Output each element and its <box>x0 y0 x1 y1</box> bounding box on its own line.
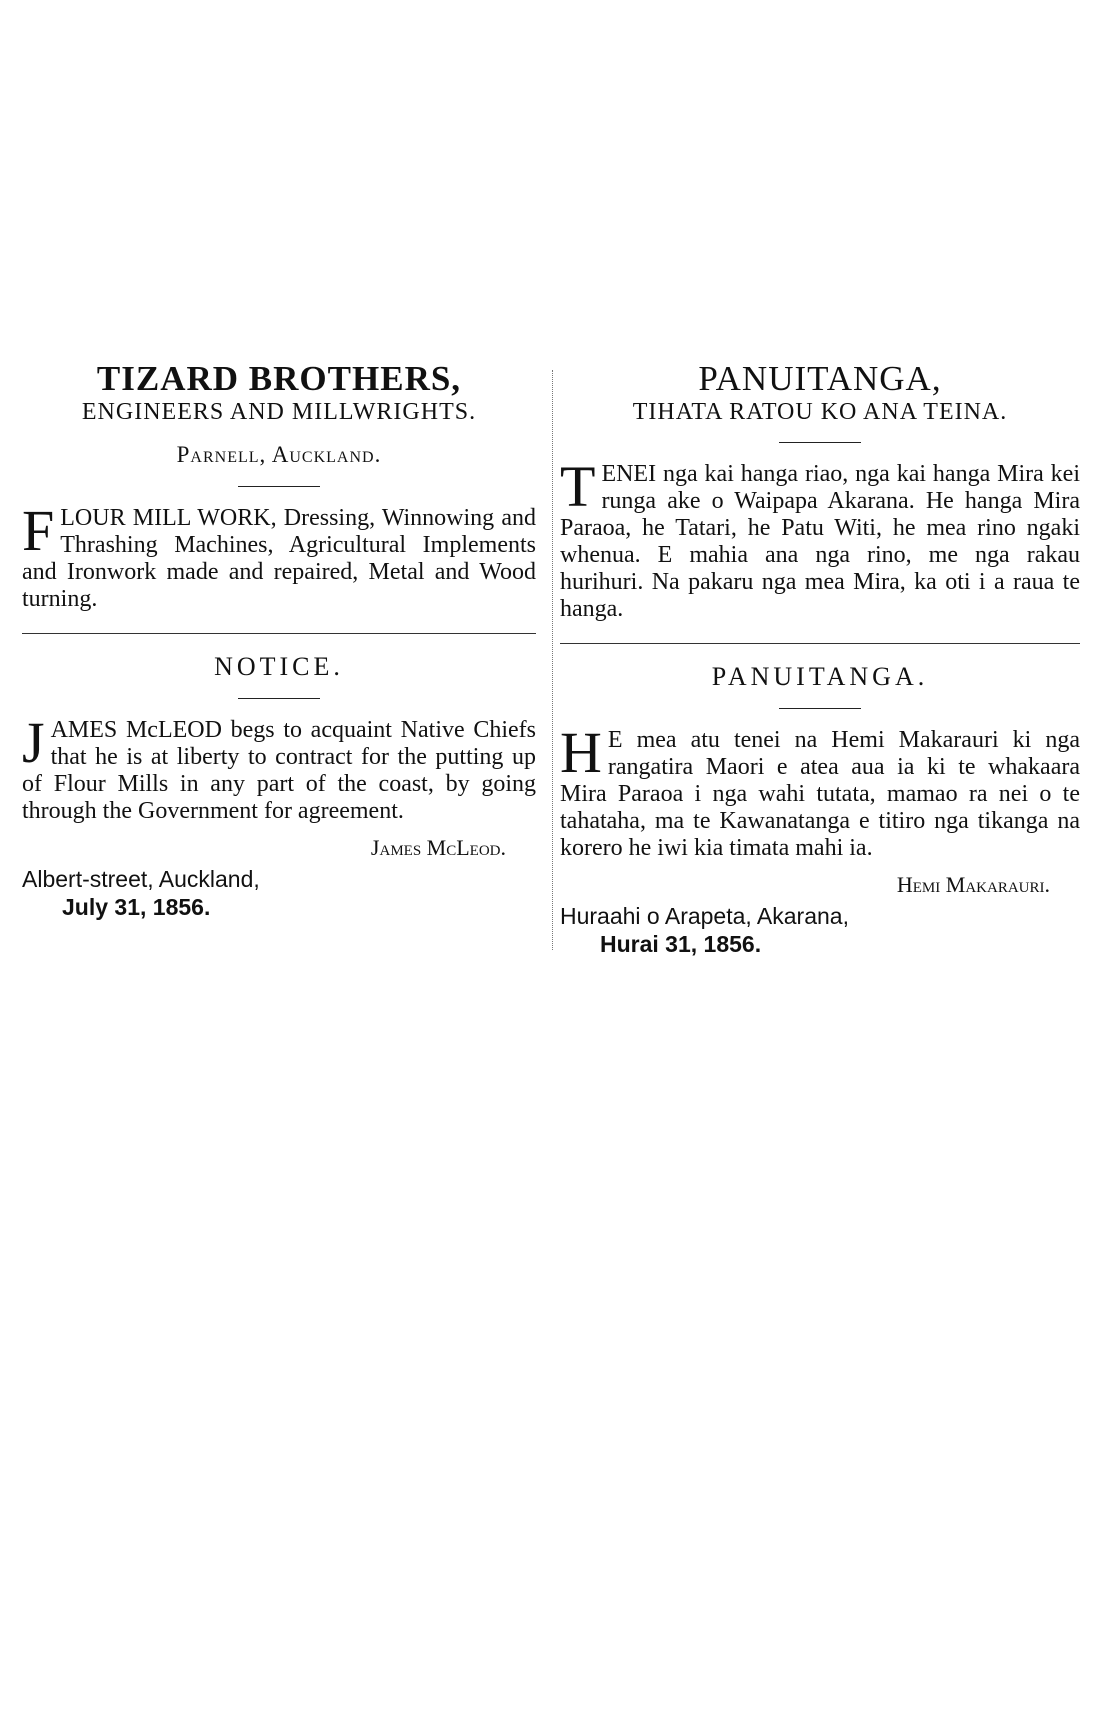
dropcap-letter: T <box>560 454 596 519</box>
dropcap-letter: H <box>560 720 602 785</box>
short-divider <box>238 486 320 487</box>
dropcap-letter: F <box>22 498 55 563</box>
section-divider <box>22 633 536 634</box>
notice-date: July 31, 1856. <box>62 894 211 920</box>
firm-name: TIZARD BROTHERS, <box>96 359 462 398</box>
maori-advertisement-body: nga kai hanga riao, nga kai hanga Mira kei runga ake o Waipapa Akarana. He hanga Mira Paraoa, he Tatari, he Patu Witi, he mea rino ngaki whenua. E mahia ana nga rino, me nga rakau hurihuri. Na pakaru nga mea Mira, ka oti i a raua te hanga. <box>560 461 1080 622</box>
maori-heading: PANUITANGA, <box>698 359 942 398</box>
notice-address: Albert-street, Auckland, <box>22 866 260 892</box>
firm-location: Parnell, Auckland. <box>176 442 382 467</box>
maori-notice-date: Hurai 31, 1856. <box>600 931 762 957</box>
section-divider <box>560 643 1080 644</box>
short-divider <box>238 698 320 699</box>
advertisement-text <box>22 498 536 613</box>
notice-signature: James McLeod. <box>370 835 506 860</box>
short-divider <box>779 708 861 709</box>
firm-trade: ENGINEERS AND MILLWRIGHTS. <box>81 399 477 425</box>
maori-notice-heading: PANUITANGA. <box>711 662 929 691</box>
dropcap-letter: J <box>22 710 45 775</box>
column-divider <box>552 370 553 950</box>
notice-text <box>22 710 536 825</box>
maori-notice-first-word: E <box>607 727 623 753</box>
maori-notice-body: mea atu tenei na Hemi Makarauri ki nga rangatira Maori e atea aua ia ki te whakaara Mira Paraoa i nga wahi tutata, mamao ra nei o te tahataha, ma te Kawanatanga e titiro nga tikanga na korero he iwi kia timata mahi ia. <box>560 727 1080 861</box>
maori-advertisement-text <box>560 454 1080 623</box>
maori-column <box>560 360 1080 958</box>
maori-advertisement-first-word: ENEI <box>601 461 657 487</box>
maori-subheading: TIHATA RATOU KO ANA TEINA. <box>632 399 1008 425</box>
advertisement-first-word: LOUR <box>60 505 126 531</box>
maori-notice-signature: Hemi Makarauri. <box>896 872 1050 897</box>
english-column <box>22 360 536 921</box>
short-divider <box>779 442 861 443</box>
notice-first-word: AMES <box>50 717 118 743</box>
notice-body: McLEOD begs to acquaint Native Chiefs that he is at liberty to contract for the putting up of Flour Mills in any part of the coast, by going through the Government for agreement. <box>22 717 536 824</box>
maori-notice-text <box>560 720 1080 862</box>
advertisement-body: MILL WORK, Dressing, Winnowing and Thrashing Machines, Agricultural Implements and Ironwork made and repaired, Metal and Wood turning. <box>22 505 536 612</box>
maori-notice-address: Huraahi o Arapeta, Akarana, <box>560 903 849 929</box>
notice-heading: NOTICE. <box>214 652 344 681</box>
